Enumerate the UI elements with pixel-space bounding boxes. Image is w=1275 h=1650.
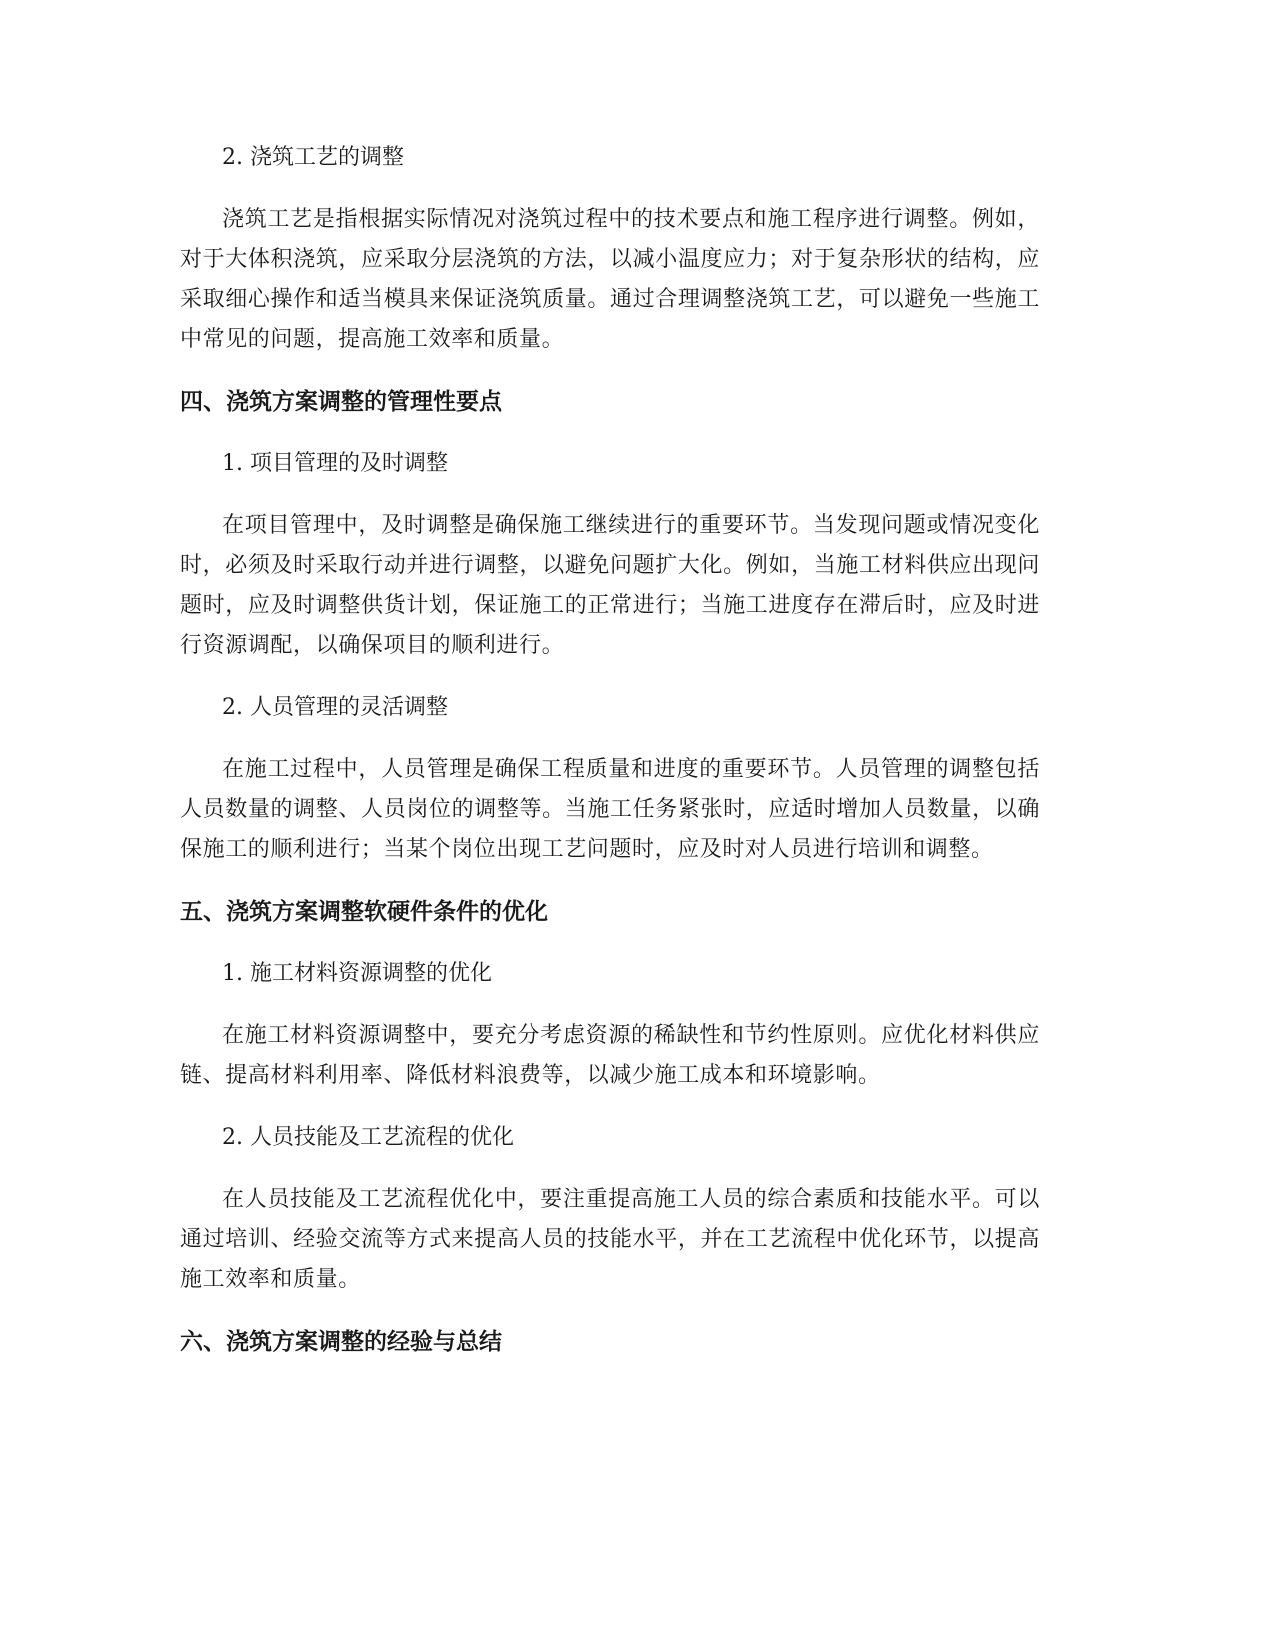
paragraph: 在人员技能及工艺流程优化中，要注重提高施工人员的综合素质和技能水平。可以通过培训、经验交流等方式来提高人员的技能水平，并在工艺流程中优化环节，以提高施工效率和质量。 bbox=[180, 1187, 1040, 1292]
section-heading: 六、浇筑方案调整的经验与总结 bbox=[180, 1329, 502, 1355]
subsection-title: 2. 浇筑工艺的调整 bbox=[222, 145, 404, 170]
paragraph: 在施工过程中，人员管理是确保工程质量和进度的重要环节。人员管理的调整包括人员数量的调整、人员岗位的调整等。当施工任务紧张时，应适时增加人员数量，以确保施工的顺利进行；当某个岗位出现工艺问题时，应及时对人员进行培训和调整。 bbox=[180, 757, 1040, 862]
subsection-title: 2. 人员技能及工艺流程的优化 bbox=[222, 1125, 514, 1150]
section-heading: 五、浇筑方案调整软硬件条件的优化 bbox=[180, 899, 548, 925]
paragraph: 在施工材料资源调整中，要充分考虑资源的稀缺性和节约性原则。应优化材料供应链、提高材料利用率、降低材料浪费等，以减少施工成本和环境影响。 bbox=[180, 1023, 1040, 1088]
paragraph: 在项目管理中，及时调整是确保施工继续进行的重要环节。当发现问题或情况变化时，必须及时采取行动并进行调整，以避免问题扩大化。例如，当施工材料供应出现问题时，应及时调整供货计划，保证施工的正常进行；当施工进度存在滞后时，应及时进行资源调配，以确保项目的顺利进行。 bbox=[180, 513, 1040, 658]
subsection-title: 2. 人员管理的灵活调整 bbox=[222, 695, 448, 720]
document-page bbox=[180, 138, 1040, 1384]
paragraph: 浇筑工艺是指根据实际情况对浇筑过程中的技术要点和施工程序进行调整。例如，对于大体积浇筑，应采取分层浇筑的方法，以减小温度应力；对于复杂形状的结构，应采取细心操作和适当模具来保证浇筑质量。通过合理调整浇筑工艺，可以避免一些施工中常见的问题，提高施工效率和质量。 bbox=[180, 207, 1040, 352]
subsection-title: 1. 项目管理的及时调整 bbox=[222, 451, 448, 476]
section-heading: 四、浇筑方案调整的管理性要点 bbox=[180, 389, 502, 415]
subsection-title: 1. 施工材料资源调整的优化 bbox=[222, 961, 492, 986]
